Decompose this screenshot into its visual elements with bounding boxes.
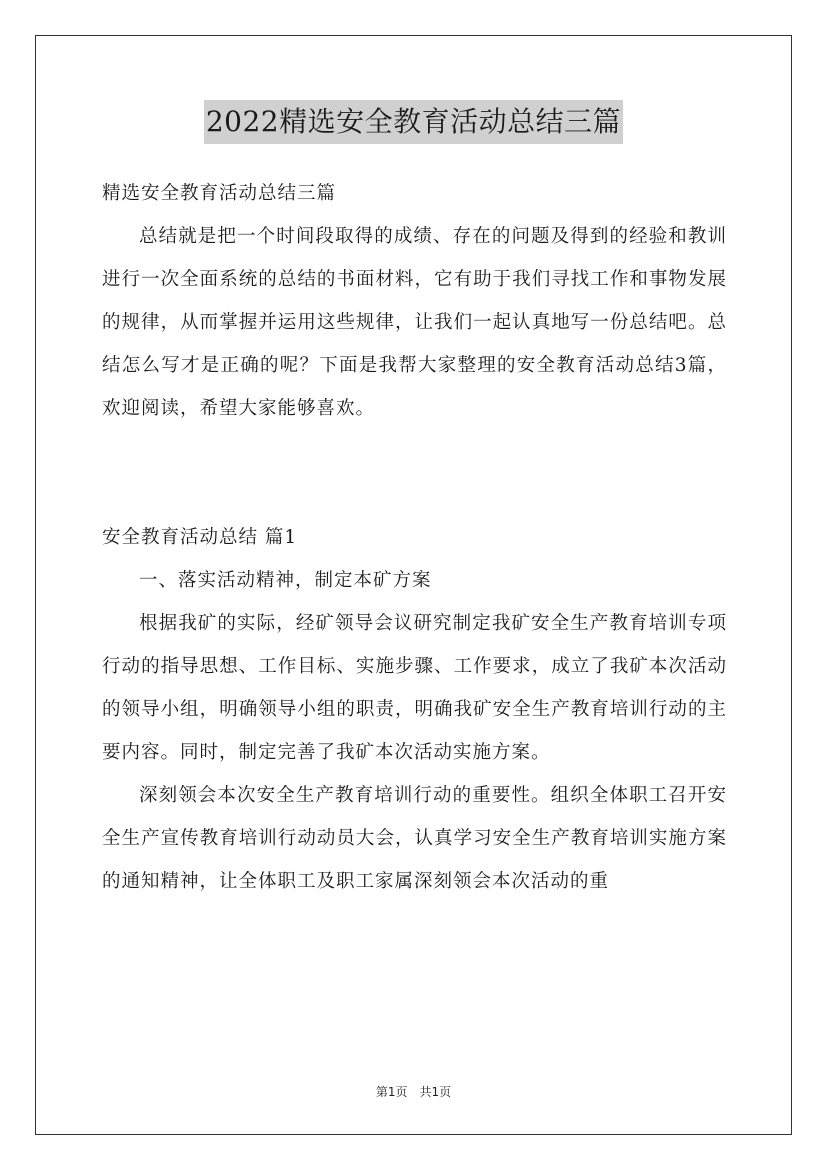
body-paragraph-2: 深刻领会本次安全生产教育培训行动的重要性。组织全体职工召开安全生产宣传教育培训行动动员大会，认真学习安全生产教育培训实施方案的通知精神，让全体职工及职工家属深刻领会本次活动的重 — [102, 785, 727, 892]
document-body — [102, 172, 727, 903]
document-title: 2022精选安全教育活动总结三篇 — [204, 100, 623, 144]
intro-paragraph: 总结就是把一个时间段取得的成绩、存在的问题及得到的经验和教训进行一次全面系统的总结的书面材料，它有助于我们寻找工作和事物发展的规律，从而掌握并运用这些规律，让我们一起认真地写一份总结吧。总结怎么写才是正确的呢？下面是我帮大家整理的安全教育活动总结3篇，欢迎阅读，希望大家能够喜欢。 — [102, 226, 727, 419]
document-subtitle: 精选安全教育活动总结三篇 — [102, 183, 337, 204]
page-footer — [0, 1083, 827, 1100]
item-heading: 一、落实活动精神，制定本矿方案 — [139, 570, 432, 591]
section-spacer — [102, 430, 727, 516]
title-container — [0, 100, 827, 144]
section-heading: 安全教育活动总结 篇1 — [102, 527, 298, 548]
page-number-label: 第1页 共1页 — [375, 1085, 452, 1099]
body-paragraph-1: 根据我矿的实际，经矿领导会议研究制定我矿安全生产教育培训专项行动的指导思想、工作目标、实施步骤、工作要求，成立了我矿本次活动的领导小组，明确领导小组的职责，明确我矿安全生产教育培训行动的主要内容。同时，制定完善了我矿本次活动实施方案。 — [102, 613, 727, 763]
